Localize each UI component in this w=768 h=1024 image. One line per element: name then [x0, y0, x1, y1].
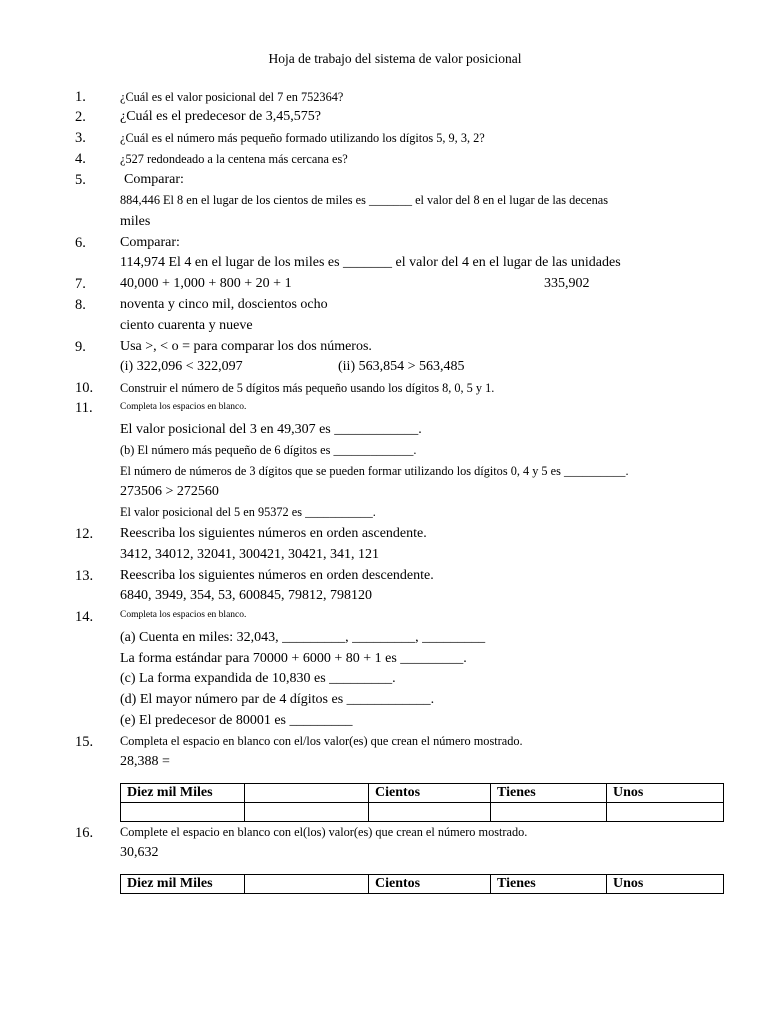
- question-2-text: ¿Cuál es el predecesor de 3,45,575?: [120, 109, 321, 124]
- question-number: 5.: [75, 172, 86, 188]
- question-4-text: ¿527 redondeado a la centena más cercana es?: [120, 152, 348, 166]
- answer-cell[interactable]: [121, 803, 245, 822]
- question-8-line: ciento cuarenta y nueve: [120, 318, 253, 333]
- table-header-cell: Unos: [607, 784, 724, 803]
- table-header-cell: Unos: [607, 875, 724, 894]
- table-header-cell: Cientos: [369, 784, 491, 803]
- question-6-line: 114,974 El 4 en el lugar de los miles es _______ el valor del 4 en el lugar de las unidades: [120, 255, 621, 270]
- question-14-heading: Completa los espacios en blanco.: [120, 610, 247, 620]
- question-11-item: 273506 > 272560: [120, 484, 219, 499]
- answer-cell[interactable]: [369, 803, 491, 822]
- table-header-cell: Tienes: [491, 875, 607, 894]
- question-9-part-i: (i) 322,096 < 322,097: [120, 359, 243, 374]
- place-value-table-15: [120, 783, 724, 822]
- table-header-cell: [245, 784, 369, 803]
- table-header-cell: Diez mil Miles: [121, 784, 245, 803]
- question-11-heading: Completa los espacios en blanco.: [120, 402, 247, 412]
- question-11-item: (b) El número más pequeño de 6 dígitos es _____________.: [120, 443, 417, 457]
- question-number: 11.: [75, 400, 93, 416]
- question-7-number: 335,902: [544, 276, 590, 291]
- question-13-heading: Reescriba los siguientes números en orden descendente.: [120, 568, 434, 583]
- question-number: 6.: [75, 235, 86, 251]
- table-header-row: [121, 784, 724, 803]
- question-11-item: El valor posicional del 5 en 95372 es ___________.: [120, 505, 376, 519]
- question-number: 3.: [75, 130, 86, 146]
- question-14-item: (c) La forma expandida de 10,830 es _________.: [120, 671, 396, 686]
- table-header-row: [121, 875, 724, 894]
- question-number: 10.: [75, 380, 94, 396]
- question-number: 4.: [75, 151, 86, 167]
- question-10-text: Construir el número de 5 dígitos más pequeño usando los dígitos 8, 0, 5 y 1.: [120, 381, 495, 395]
- page-title: Hoja de trabajo del sistema de valor posicional: [268, 51, 522, 66]
- question-3-text: ¿Cuál es el número más pequeño formado utilizando los dígitos 5, 9, 3, 2?: [120, 131, 485, 145]
- question-number: 12.: [75, 526, 94, 542]
- question-number: 14.: [75, 609, 94, 625]
- question-15-heading: Completa el espacio en blanco con el/los valor(es) que crean el número mostrado.: [120, 734, 523, 748]
- question-number: 13.: [75, 568, 94, 584]
- question-8-line: noventa y cinco mil, doscientos ocho: [120, 297, 328, 312]
- question-9-heading: Usa >, < o = para comparar los dos números.: [120, 339, 372, 354]
- table-header-cell: Diez mil Miles: [121, 875, 245, 894]
- question-14-item: La forma estándar para 70000 + 6000 + 80 + 1 es _________.: [120, 651, 467, 666]
- place-value-table-16: [120, 874, 724, 894]
- question-number: 8.: [75, 297, 86, 313]
- question-5-line: miles: [120, 214, 151, 229]
- question-1-text: ¿Cuál es el valor posicional del 7 en 752364?: [120, 90, 344, 104]
- question-number: 1.: [75, 89, 86, 105]
- table-row: [121, 803, 724, 822]
- question-number: 9.: [75, 339, 86, 355]
- answer-cell[interactable]: [491, 803, 607, 822]
- question-15-number: 28,388 =: [120, 754, 170, 769]
- question-7-expression: 40,000 + 1,000 + 800 + 20 + 1: [120, 276, 292, 291]
- question-5-line: 884,446 El 8 en el lugar de los cientos de miles es _______ el valor del 8 en el lugar de las decenas: [120, 193, 608, 207]
- table-header-cell: Tienes: [491, 784, 607, 803]
- question-16-heading: Complete el espacio en blanco con el(los) valor(es) que crean el número mostrado.: [120, 825, 528, 839]
- table-header-cell: [245, 875, 369, 894]
- question-14-item: (d) El mayor número par de 4 dígitos es ____________.: [120, 692, 435, 707]
- question-11-item: El número de números de 3 dígitos que se pueden formar utilizando los dígitos 0, 4 y 5 es __________.: [120, 464, 629, 478]
- question-number: 15.: [75, 734, 94, 750]
- table-header-cell: Cientos: [369, 875, 491, 894]
- question-11-item: El valor posicional del 3 en 49,307 es ____________.: [120, 422, 422, 437]
- question-9-part-ii: (ii) 563,854 > 563,485: [338, 359, 465, 374]
- question-16-number: 30,632: [120, 845, 159, 860]
- question-12-heading: Reescriba los siguientes números en orden ascendente.: [120, 526, 427, 541]
- question-number: 7.: [75, 276, 86, 292]
- answer-cell[interactable]: [607, 803, 724, 822]
- answer-cell[interactable]: [245, 803, 369, 822]
- question-6-heading: Comparar:: [120, 235, 180, 250]
- question-14-item: (e) El predecesor de 80001 es _________: [120, 713, 353, 728]
- question-number: 16.: [75, 825, 94, 841]
- question-14-item: (a) Cuenta en miles: 32,043, _________, _________, _________: [120, 630, 486, 645]
- question-5-heading: Comparar:: [124, 172, 184, 187]
- question-13-list: 6840, 3949, 354, 53, 600845, 79812, 798120: [120, 588, 372, 603]
- question-number: 2.: [75, 109, 86, 125]
- question-12-list: 3412, 34012, 32041, 300421, 30421, 341, 121: [120, 547, 379, 562]
